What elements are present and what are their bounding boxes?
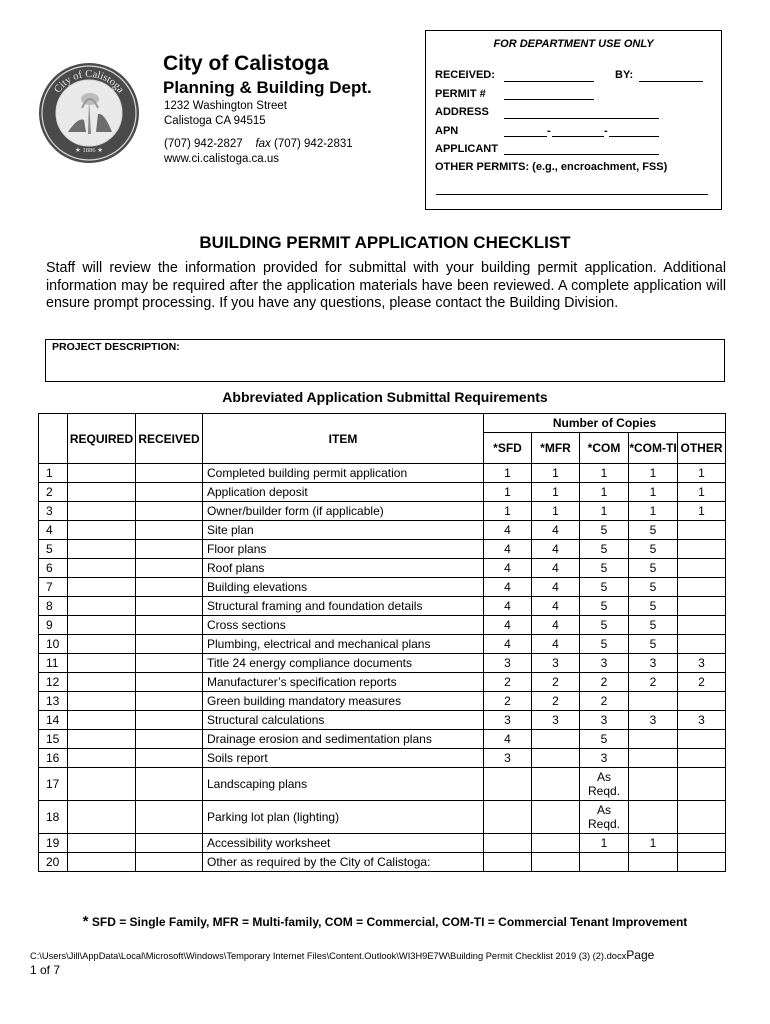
apn-field-2[interactable] [552, 136, 604, 137]
required-checkbox-cell[interactable] [68, 834, 136, 853]
mfr-copies [532, 801, 580, 834]
footer [30, 948, 730, 978]
city-name: City of Calistoga [163, 52, 329, 75]
permit-label: PERMIT # [435, 88, 486, 100]
other-copies [678, 768, 726, 801]
received-label: RECEIVED: [435, 69, 495, 81]
other-copies: 3 [678, 654, 726, 673]
legend: * SFD = Single Family, MFR = Multi-family, COM = Commercial, COM-TI = Commercial Tenant Improvement [82, 913, 688, 930]
received-checkbox-cell[interactable] [136, 711, 203, 730]
address-line-1: 1232 Washington Street [164, 100, 287, 112]
phone: (707) 942-2827 [164, 138, 243, 150]
other-permits-label: OTHER PERMITS: (e.g., encroachment, FSS) [435, 161, 668, 173]
other-copies [678, 635, 726, 654]
item-name: Structural calculations [203, 711, 484, 730]
table-row [39, 483, 726, 502]
other-copies: 1 [678, 464, 726, 483]
item-name: Owner/builder form (if applicable) [203, 502, 484, 521]
header-number [39, 414, 68, 464]
mfr-copies [532, 768, 580, 801]
by-label: BY: [615, 69, 634, 81]
table-row [39, 673, 726, 692]
table-row [39, 464, 726, 483]
fax-number: (707) 942-2831 [273, 138, 353, 150]
other-copies [678, 749, 726, 768]
city-seal-logo [38, 62, 140, 164]
sfd-copies: 4 [484, 559, 532, 578]
sfd-copies: 2 [484, 692, 532, 711]
item-name: Soils report [203, 749, 484, 768]
required-checkbox-cell[interactable] [68, 559, 136, 578]
row-number: 13 [39, 692, 68, 711]
com-ti-copies: 3 [629, 711, 678, 730]
other-copies [678, 834, 726, 853]
com-ti-copies [629, 730, 678, 749]
applicant-field[interactable] [504, 154, 659, 155]
svg-text:★ 1886 ★: ★ 1886 ★ [75, 147, 103, 154]
item-name: Parking lot plan (lighting) [203, 801, 484, 834]
item-name: Other as required by the City of Calistoga: [203, 853, 484, 872]
row-number: 5 [39, 540, 68, 559]
required-checkbox-cell[interactable] [68, 540, 136, 559]
com-copies: 1 [580, 502, 629, 521]
sfd-copies: 2 [484, 673, 532, 692]
header-received: RECEIVED [136, 414, 203, 464]
item-name: Plumbing, electrical and mechanical plans [203, 635, 484, 654]
sfd-copies: 3 [484, 711, 532, 730]
com-copies: 1 [580, 483, 629, 502]
header-sfd: *SFD [484, 433, 532, 464]
mfr-copies: 4 [532, 616, 580, 635]
com-ti-copies [629, 768, 678, 801]
other-copies [678, 540, 726, 559]
page-title: BUILDING PERMIT APPLICATION CHECKLIST [199, 233, 571, 252]
row-number: 14 [39, 711, 68, 730]
required-checkbox-cell[interactable] [68, 673, 136, 692]
com-copies: 3 [580, 654, 629, 673]
item-name: Manufacturer’s specification reports [203, 673, 484, 692]
required-checkbox-cell[interactable] [68, 749, 136, 768]
table-row [39, 540, 726, 559]
com-copies: 5 [580, 521, 629, 540]
com-copies: 1 [580, 834, 629, 853]
com-copies: 5 [580, 540, 629, 559]
sfd-copies: 4 [484, 540, 532, 559]
received-checkbox-cell[interactable] [136, 578, 203, 597]
address-line-2: Calistoga CA 94515 [164, 115, 266, 127]
table-row [39, 834, 726, 853]
required-checkbox-cell[interactable] [68, 853, 136, 872]
other-copies: 1 [678, 502, 726, 521]
required-checkbox-cell[interactable] [68, 578, 136, 597]
sfd-copies: 3 [484, 749, 532, 768]
com-ti-copies: 5 [629, 578, 678, 597]
table-row [39, 616, 726, 635]
table-row [39, 559, 726, 578]
row-number: 9 [39, 616, 68, 635]
required-checkbox-cell[interactable] [68, 635, 136, 654]
received-checkbox-cell[interactable] [136, 853, 203, 872]
other-copies [678, 616, 726, 635]
other-copies [678, 692, 726, 711]
com-copies: 5 [580, 559, 629, 578]
mfr-copies: 3 [532, 711, 580, 730]
mfr-copies: 3 [532, 654, 580, 673]
required-checkbox-cell[interactable] [68, 483, 136, 502]
sfd-copies [484, 768, 532, 801]
com-ti-copies: 1 [629, 502, 678, 521]
item-name: Landscaping plans [203, 768, 484, 801]
other-copies [678, 578, 726, 597]
received-checkbox-cell[interactable] [136, 483, 203, 502]
row-number: 19 [39, 834, 68, 853]
com-copies: 3 [580, 749, 629, 768]
row-number: 7 [39, 578, 68, 597]
mfr-copies: 4 [532, 578, 580, 597]
com-ti-copies [629, 749, 678, 768]
item-name: Building elevations [203, 578, 484, 597]
address-field[interactable] [504, 118, 659, 119]
other-copies [678, 801, 726, 834]
applicant-label: APPLICANT [435, 143, 498, 155]
com-copies: 5 [580, 635, 629, 654]
item-name: Accessibility worksheet [203, 834, 484, 853]
item-name: Completed building permit application [203, 464, 484, 483]
com-copies: 5 [580, 578, 629, 597]
table-row [39, 801, 726, 834]
required-checkbox-cell[interactable] [68, 616, 136, 635]
mfr-copies: 4 [532, 521, 580, 540]
contact-info [164, 99, 353, 167]
com-ti-copies: 5 [629, 616, 678, 635]
com-copies [580, 853, 629, 872]
other-copies: 3 [678, 711, 726, 730]
other-copies [678, 521, 726, 540]
sfd-copies: 4 [484, 578, 532, 597]
received-checkbox-cell[interactable] [136, 768, 203, 801]
received-checkbox-cell[interactable] [136, 635, 203, 654]
table-row [39, 730, 726, 749]
received-checkbox-cell[interactable] [136, 801, 203, 834]
department-use-box: FOR DEPARTMENT USE ONLY RECEIVED: BY: PERMIT # ADDRESS APN - - APPLICANT OTHER PERMITS: (e.g., encroachment, FSS) [425, 30, 722, 210]
row-number: 18 [39, 801, 68, 834]
row-number: 16 [39, 749, 68, 768]
mfr-copies: 1 [532, 502, 580, 521]
com-ti-copies: 5 [629, 597, 678, 616]
apn-label: APN [435, 125, 459, 137]
row-number: 4 [39, 521, 68, 540]
header-com: *COM [580, 433, 629, 464]
sfd-copies [484, 801, 532, 834]
item-name: Drainage erosion and sedimentation plans [203, 730, 484, 749]
com-copies: 3 [580, 711, 629, 730]
table-row [39, 711, 726, 730]
received-checkbox-cell[interactable] [136, 502, 203, 521]
sfd-copies: 3 [484, 654, 532, 673]
mfr-copies: 4 [532, 559, 580, 578]
other-permits-field[interactable] [436, 194, 708, 195]
header-number-of-copies: Number of Copies [484, 414, 726, 433]
page-number: 1 of 7 [30, 963, 61, 977]
row-number: 17 [39, 768, 68, 801]
other-copies [678, 559, 726, 578]
table-row [39, 521, 726, 540]
intro-paragraph: Staff will review the information provided for submittal with your building permit application. Additional information may be required after the application materials have been reviewed. A complete application will ensure prompt processing. If you have any questions, please contact the Building Division. [46, 260, 726, 311]
com-ti-copies: 1 [629, 483, 678, 502]
com-ti-copies: 1 [629, 834, 678, 853]
mfr-copies: 1 [532, 464, 580, 483]
mfr-copies [532, 749, 580, 768]
received-checkbox-cell[interactable] [136, 464, 203, 483]
row-number: 8 [39, 597, 68, 616]
required-checkbox-cell[interactable] [68, 521, 136, 540]
row-number: 15 [39, 730, 68, 749]
mfr-copies: 1 [532, 483, 580, 502]
row-number: 20 [39, 853, 68, 872]
row-number: 1 [39, 464, 68, 483]
mfr-copies [532, 730, 580, 749]
required-checkbox-cell[interactable] [68, 711, 136, 730]
row-number: 6 [39, 559, 68, 578]
item-name: Site plan [203, 521, 484, 540]
sfd-copies: 4 [484, 730, 532, 749]
project-description-box[interactable] [45, 339, 725, 382]
department-name: Planning & Building Dept. [163, 78, 372, 97]
subheading: Abbreviated Application Submittal Requirements [222, 389, 548, 405]
table-row [39, 768, 726, 801]
other-copies [678, 853, 726, 872]
header-mfr: *MFR [532, 433, 580, 464]
item-name: Title 24 energy compliance documents [203, 654, 484, 673]
sfd-copies: 4 [484, 616, 532, 635]
other-copies: 2 [678, 673, 726, 692]
row-number: 2 [39, 483, 68, 502]
required-checkbox-cell[interactable] [68, 730, 136, 749]
department-use-title: FOR DEPARTMENT USE ONLY [493, 38, 654, 50]
received-field[interactable] [504, 81, 594, 82]
other-copies [678, 730, 726, 749]
row-number: 3 [39, 502, 68, 521]
received-checkbox-cell[interactable] [136, 654, 203, 673]
received-checkbox-cell[interactable] [136, 521, 203, 540]
row-number: 10 [39, 635, 68, 654]
received-checkbox-cell[interactable] [136, 692, 203, 711]
sfd-copies: 1 [484, 483, 532, 502]
required-checkbox-cell[interactable] [68, 801, 136, 834]
website[interactable]: www.ci.calistoga.ca.us [164, 153, 280, 165]
mfr-copies: 2 [532, 692, 580, 711]
sfd-copies: 1 [484, 502, 532, 521]
sfd-copies: 4 [484, 521, 532, 540]
other-copies: 1 [678, 483, 726, 502]
com-ti-copies: 5 [629, 540, 678, 559]
sfd-copies [484, 834, 532, 853]
table-row [39, 502, 726, 521]
received-checkbox-cell[interactable] [136, 834, 203, 853]
item-name: Roof plans [203, 559, 484, 578]
by-field[interactable] [639, 81, 703, 82]
table-row [39, 597, 726, 616]
mfr-copies: 4 [532, 540, 580, 559]
com-copies: 5 [580, 597, 629, 616]
com-copies: As Reqd. [580, 801, 629, 834]
mfr-copies [532, 853, 580, 872]
legend-text: SFD = Single Family, MFR = Multi-family, COM = Commercial, COM-TI = Commercial Tenant Improvement [91, 915, 688, 929]
required-checkbox-cell[interactable] [68, 597, 136, 616]
seal-text: City of Calistoga [52, 68, 126, 96]
required-checkbox-cell[interactable] [68, 768, 136, 801]
table-row [39, 578, 726, 597]
apn-field-3[interactable] [609, 136, 659, 137]
file-path: C:\Users\Jill\AppData\Local\Microsoft\Windows\Temporary Internet Files\Content.Outlook\WI3H9E7W\Building Permit Checklist 2019 (3) (2).docx [30, 951, 627, 961]
table-row [39, 654, 726, 673]
required-checkbox-cell[interactable] [68, 692, 136, 711]
com-copies: 5 [580, 616, 629, 635]
other-copies [678, 597, 726, 616]
table-row [39, 635, 726, 654]
received-checkbox-cell[interactable] [136, 730, 203, 749]
com-ti-copies: 2 [629, 673, 678, 692]
header-required: REQUIRED [68, 414, 136, 464]
com-ti-copies [629, 801, 678, 834]
com-ti-copies: 5 [629, 559, 678, 578]
item-name: Green building mandatory measures [203, 692, 484, 711]
project-description-label: PROJECT DESCRIPTION: [52, 341, 180, 353]
received-checkbox-cell[interactable] [136, 616, 203, 635]
checklist-table [38, 413, 726, 872]
item-name: Application deposit [203, 483, 484, 502]
com-ti-copies: 1 [629, 464, 678, 483]
received-checkbox-cell[interactable] [136, 597, 203, 616]
mfr-copies [532, 834, 580, 853]
received-checkbox-cell[interactable] [136, 749, 203, 768]
com-ti-copies: 3 [629, 654, 678, 673]
sfd-copies: 1 [484, 464, 532, 483]
com-ti-copies [629, 853, 678, 872]
sfd-copies: 4 [484, 597, 532, 616]
table-row [39, 692, 726, 711]
address-label: ADDRESS [435, 106, 489, 118]
required-checkbox-cell[interactable] [68, 502, 136, 521]
received-checkbox-cell[interactable] [136, 559, 203, 578]
mfr-copies: 4 [532, 597, 580, 616]
com-copies: 2 [580, 673, 629, 692]
row-number: 12 [39, 673, 68, 692]
com-ti-copies [629, 692, 678, 711]
item-name: Structural framing and foundation details [203, 597, 484, 616]
received-checkbox-cell[interactable] [136, 673, 203, 692]
com-ti-copies: 5 [629, 521, 678, 540]
sfd-copies: 4 [484, 635, 532, 654]
permit-field[interactable] [504, 99, 594, 100]
received-checkbox-cell[interactable] [136, 540, 203, 559]
sfd-copies [484, 853, 532, 872]
table-row [39, 853, 726, 872]
header-other: OTHER [678, 433, 726, 464]
fax-label: fax [255, 138, 271, 150]
mfr-copies: 4 [532, 635, 580, 654]
table-row [39, 749, 726, 768]
com-copies: 2 [580, 692, 629, 711]
com-ti-copies: 5 [629, 635, 678, 654]
required-checkbox-cell[interactable] [68, 654, 136, 673]
item-name: Cross sections [203, 616, 484, 635]
header-com-ti: *COM-TI [629, 433, 678, 464]
item-name: Floor plans [203, 540, 484, 559]
row-number: 11 [39, 654, 68, 673]
page-word: Page [626, 948, 655, 962]
required-checkbox-cell[interactable] [68, 464, 136, 483]
com-copies: 1 [580, 464, 629, 483]
mfr-copies: 2 [532, 673, 580, 692]
com-copies: As Reqd. [580, 768, 629, 801]
apn-field-1[interactable] [504, 136, 547, 137]
com-copies: 5 [580, 730, 629, 749]
header-item: ITEM [203, 414, 484, 464]
